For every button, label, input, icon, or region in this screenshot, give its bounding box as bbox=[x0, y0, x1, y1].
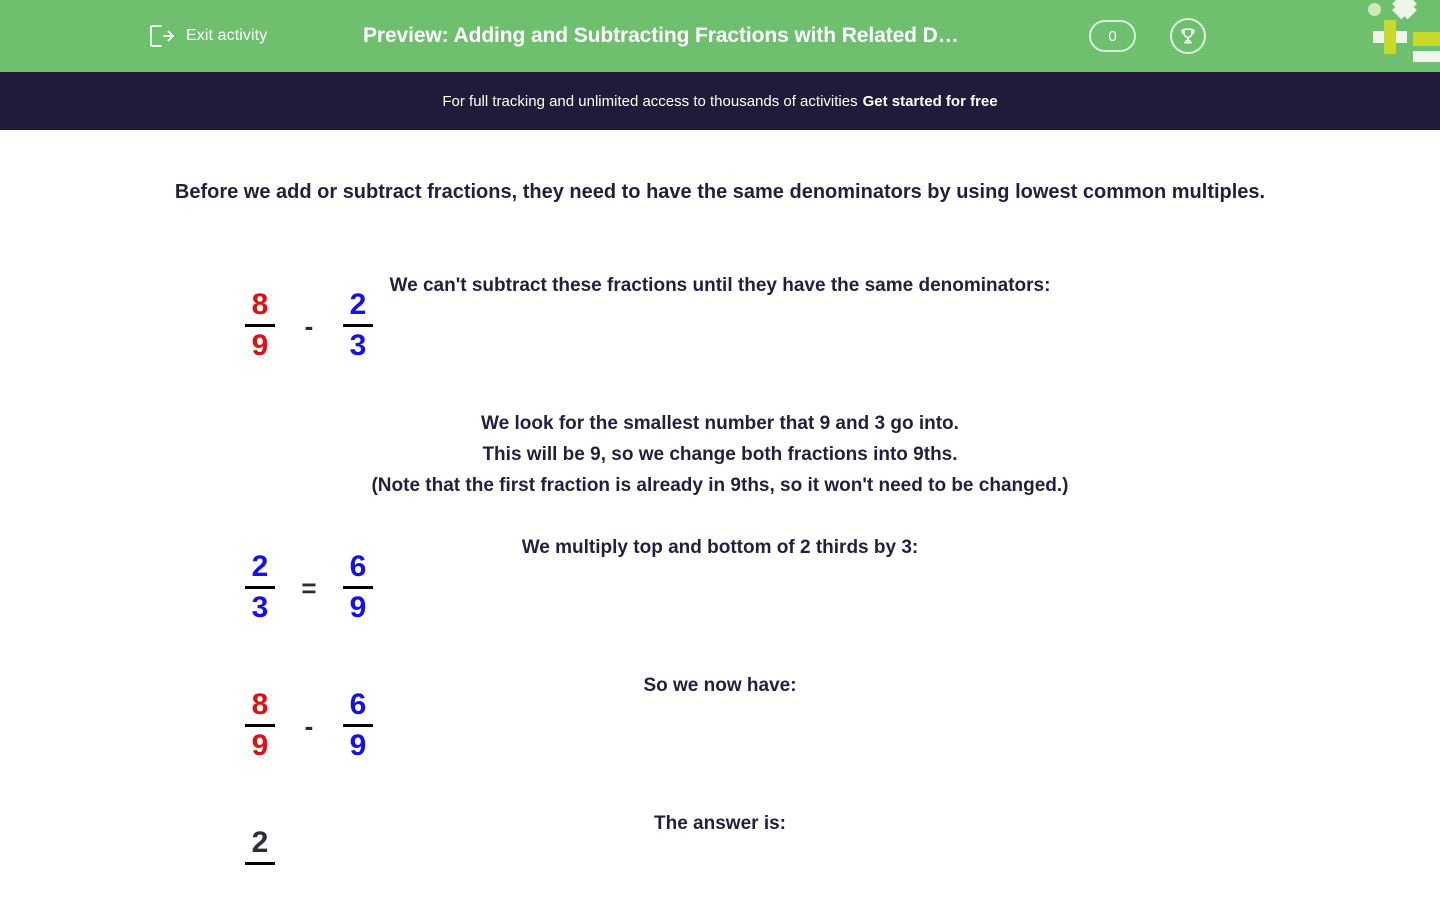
denominator: 9 bbox=[251, 729, 269, 762]
fraction-bar bbox=[245, 724, 275, 727]
intro-part-2: by using lowest common multiples. bbox=[921, 181, 1266, 203]
promo-text: For full tracking and unlimited access to thousands of activities bbox=[442, 92, 858, 110]
numerator: 6 bbox=[349, 688, 367, 721]
step-1-label: We can't subtract these fractions until they have the same denominators: bbox=[389, 275, 1051, 296]
expression-equivalent-fraction bbox=[240, 549, 378, 626]
expression-original-problem bbox=[240, 287, 378, 364]
intro-bold-word: denominators bbox=[789, 181, 922, 203]
deco-bar-white bbox=[1413, 51, 1440, 62]
fraction-bar bbox=[245, 586, 275, 589]
fraction-two-thirds bbox=[240, 549, 280, 626]
denominator: 9 bbox=[251, 329, 269, 362]
operator-equals: = bbox=[301, 572, 317, 603]
decorative-shapes bbox=[1360, 0, 1440, 72]
score-value: 0 bbox=[1108, 27, 1117, 45]
expression-answer bbox=[240, 825, 280, 866]
step-2-line-3: (Note that the first fraction is already in 9ths, so it won't need to be changed.) bbox=[371, 475, 1069, 496]
fraction-bar bbox=[343, 586, 373, 589]
exit-arrow-icon bbox=[148, 24, 174, 48]
page-title: Preview: Adding and Subtracting Fractions with Related D… bbox=[363, 24, 959, 47]
step-2-line-2: This will be 9, so we change both fractions into 9ths. bbox=[482, 444, 958, 465]
numerator: 2 bbox=[349, 288, 367, 321]
denominator: 3 bbox=[251, 591, 269, 624]
numerator: 8 bbox=[251, 288, 269, 321]
intro-part-1: Before we add or subtract fractions, they need to have the same bbox=[174, 181, 790, 203]
operator-minus: - bbox=[304, 310, 314, 341]
fraction-eight-ninths bbox=[240, 287, 280, 364]
fraction-bar bbox=[245, 324, 275, 327]
score-badge[interactable] bbox=[1089, 20, 1136, 52]
intro-text bbox=[155, 177, 1285, 208]
numerator: 2 bbox=[251, 550, 269, 583]
fraction-eight-ninths bbox=[240, 687, 280, 764]
step-3-label: We multiply top and bottom of 2 thirds by 3: bbox=[521, 537, 919, 558]
fraction-bar bbox=[343, 324, 373, 327]
denominator: 3 bbox=[349, 329, 367, 362]
expression-converted-problem bbox=[240, 687, 378, 764]
fraction-answer bbox=[240, 825, 280, 866]
fraction-two-thirds bbox=[338, 287, 378, 364]
deco-plus-center bbox=[1384, 31, 1396, 43]
get-started-link[interactable]: Get started for free bbox=[862, 92, 998, 110]
numerator: 2 bbox=[251, 826, 269, 859]
activity-content bbox=[0, 130, 1440, 900]
app-header bbox=[0, 0, 1440, 72]
deco-circle-icon bbox=[1368, 3, 1381, 16]
denominator: 9 bbox=[349, 729, 367, 762]
exit-activity-button[interactable] bbox=[148, 0, 267, 72]
denominator: 9 bbox=[349, 591, 367, 624]
fraction-bar bbox=[245, 862, 275, 865]
numerator: 6 bbox=[349, 550, 367, 583]
promo-banner bbox=[0, 72, 1440, 130]
step-4-label: So we now have: bbox=[643, 675, 797, 696]
deco-bar-yellow bbox=[1413, 32, 1440, 46]
trophy-button[interactable] bbox=[1170, 18, 1206, 54]
operator-minus: - bbox=[304, 710, 314, 741]
numerator: 8 bbox=[251, 688, 269, 721]
fraction-six-ninths bbox=[338, 549, 378, 626]
answer-label: The answer is: bbox=[654, 813, 786, 834]
step-2-line-1: We look for the smallest number that 9 and 3 go into. bbox=[481, 413, 959, 434]
trophy-icon bbox=[1178, 26, 1198, 46]
fraction-six-ninths bbox=[338, 687, 378, 764]
exit-activity-label: Exit activity bbox=[186, 27, 268, 44]
fraction-bar bbox=[343, 724, 373, 727]
